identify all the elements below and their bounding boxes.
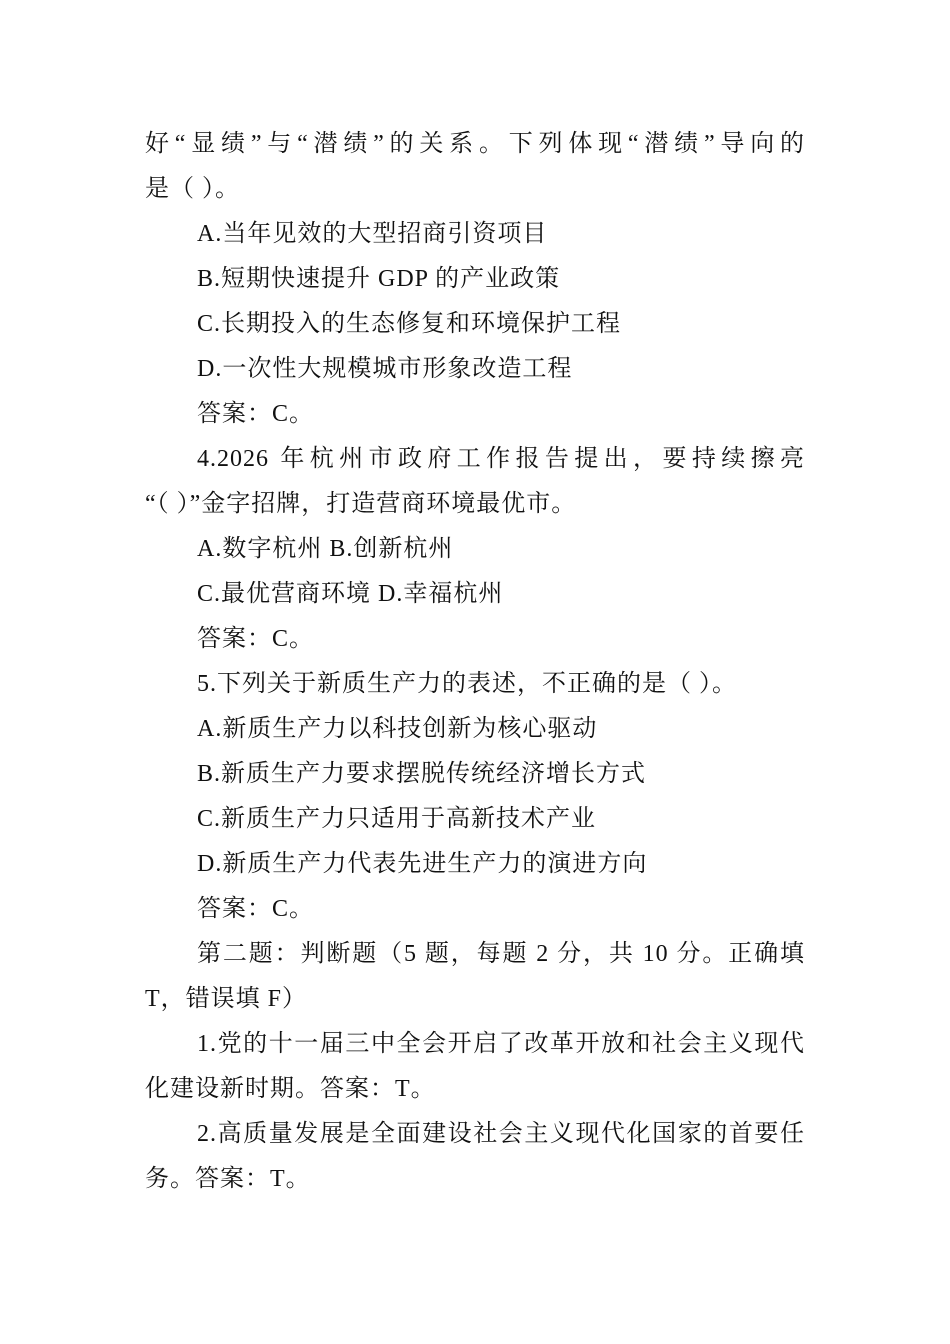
- question-4-options-ab: A.数字杭州 B.创新杭州: [197, 536, 454, 562]
- question-4-stem-line-1: 4.2026 年杭州市政府工作报告提出，要持续擦亮: [197, 446, 805, 472]
- section-2-heading-line-1: 第二题：判断题（5 题，每题 2 分，共 10 分。正确填: [197, 941, 805, 967]
- question-5-option-a: A.新质生产力以科技创新为核心驱动: [197, 716, 598, 742]
- question-5-answer: 答案：C。: [197, 896, 315, 922]
- question-3-option-b: B.短期快速提升 GDP 的产业政策: [197, 266, 561, 292]
- judgment-1-line-1: 1.党的十一届三中全会开启了改革开放和社会主义现代: [197, 1031, 805, 1057]
- question-5-option-c: C.新质生产力只适用于高新技术产业: [197, 806, 597, 832]
- question-3-stem-line-2: 是（ ）。: [145, 176, 240, 202]
- question-3-answer: 答案：C。: [197, 401, 315, 427]
- question-3-option-d: D.一次性大规模城市形象改造工程: [197, 356, 573, 382]
- question-5-option-b: B.新质生产力要求摆脱传统经济增长方式: [197, 761, 647, 787]
- document-body: [145, 122, 805, 1202]
- question-5-stem: 5.下列关于新质生产力的表述，不正确的是（ ）。: [197, 671, 737, 697]
- question-3-option-a: A.当年见效的大型招商引资项目: [197, 221, 548, 247]
- judgment-2-line-2: 务。答案：T。: [145, 1166, 311, 1192]
- question-3-option-c: C.长期投入的生态修复和环境保护工程: [197, 311, 622, 337]
- question-4-answer: 答案：C。: [197, 626, 315, 652]
- judgment-2-line-1: 2.高质量发展是全面建设社会主义现代化国家的首要任: [197, 1121, 805, 1147]
- section-2-heading-line-2: T，错误填 F）: [145, 986, 308, 1012]
- question-3-stem-line-1: 好“显绩”与“潜绩”的关系。下列体现“潜绩”导向的: [145, 131, 805, 157]
- question-5-option-d: D.新质生产力代表先进生产力的演进方向: [197, 851, 648, 877]
- question-4-options-cd: C.最优营商环境 D.幸福杭州: [197, 581, 504, 607]
- question-4-stem-line-2: “（ ）”金字招牌，打造营商环境最优市。: [145, 491, 577, 517]
- judgment-1-line-2: 化建设新时期。答案：T。: [145, 1076, 436, 1102]
